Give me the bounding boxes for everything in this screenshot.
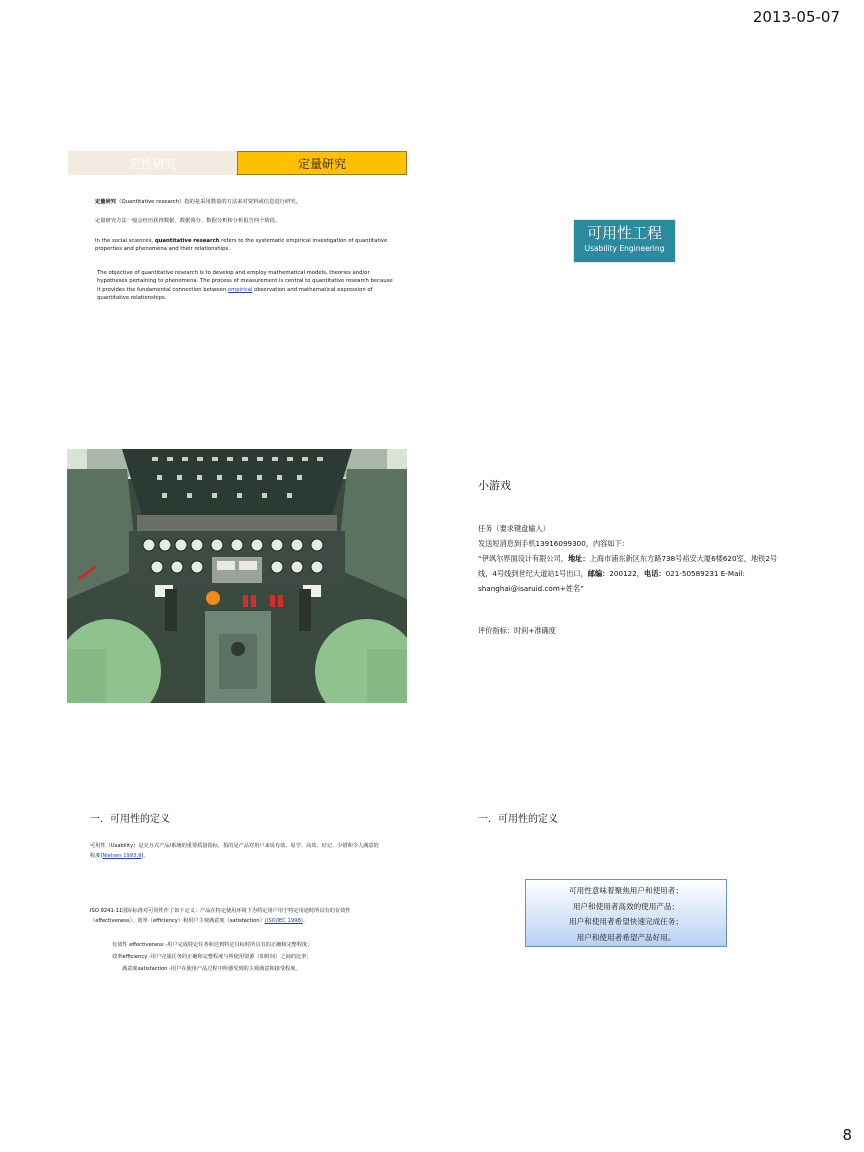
p4-text-a: The objective of quantitative research is to develop and employ mathematical models, theories and/or hypotheses pertaining to phenomena. The process of measurement is central to quantitative research because it provides the fundamental connection between <box>97 270 393 293</box>
msg-address-label: 地址： <box>567 554 590 563</box>
term-bold: 定量研究 <box>95 199 117 205</box>
msg-zip: 200122， <box>609 569 644 578</box>
task-line: 任务（要求键盘输入） <box>478 524 550 533</box>
nielsen-link[interactable]: Nielsen 1993,9 <box>102 853 142 859</box>
usability-definition <box>90 841 380 861</box>
tab-quantitative: 定量研究 <box>237 151 407 175</box>
definition-paragraph <box>95 198 395 206</box>
task-instruction: 发送短消息到手机13916099300，内容如下： <box>478 539 629 548</box>
efficiency-item: 效率efficiency -用户完成任务的正确和完整程度与所使用资源（如时间）之间的比率； <box>112 954 312 960</box>
p3-bold: quantitative research <box>154 238 220 244</box>
summary-line: 用户和使用者希望快速完成任务； <box>569 917 683 926</box>
iso-text-b: 。 <box>302 918 308 924</box>
msg-phone-label: 电话： <box>644 569 666 578</box>
def-text-b: )。 <box>141 853 149 859</box>
msg-address: 上海市浦东新区东方路738号裕安大厦6楼620室，地铁2号线，4号线到世纪大道站1号出口， <box>478 554 778 578</box>
p4-text-b: observation and mathematical expression of quantitative relationships. <box>97 286 373 302</box>
date-label: 2013-05-07 <box>752 8 840 26</box>
effectiveness-item: 有效性 effectiveness -用户完成特定任务和达到特定目标时所具有的正确和完整程度； <box>112 942 313 948</box>
cockpit-photo-icon <box>67 449 407 703</box>
english-paragraph-2 <box>95 269 397 303</box>
iso-definition <box>90 906 380 926</box>
msg-a: “伊飒尔界面设计有限公司， <box>478 554 568 563</box>
def-text-a: 可用性（Usability）是交互式产品/系统的重要质量指标，指的是产品对用户来说有效、易学、高效、好记、少错和令人满意的程度( <box>90 843 379 859</box>
definition-text: （Quantitative research）指的是采用数量的方法来对资料或信息进行研究。 <box>116 199 301 205</box>
usability-engineering-badge <box>573 219 676 263</box>
summary-line: 用户和使用者希望产品好用。 <box>576 932 676 942</box>
page-number: 8 <box>842 1126 852 1144</box>
summary-line: 用户和使用者高效的使用产品； <box>572 901 680 911</box>
task-message <box>478 551 778 596</box>
english-paragraph-1 <box>95 237 395 254</box>
game-task-text <box>478 521 778 596</box>
badge-title-cn: 可用性工程 <box>586 224 662 242</box>
summary-line: 可用性意味着聚焦用户和使用者； <box>569 886 683 895</box>
iso-text-a: ISO 9241-11国际标准对可用性作了如下定义：产品在特定使用环境下为特定用户用于特定用途时所具有的有效性（effectiveness）、效率（efficiency）和用户主观满意度（satisfaction） <box>90 908 351 924</box>
definition-title-left: 一．可用性的定义 <box>90 814 170 825</box>
evaluation-metric: 评价指标：时间+准确度 <box>478 626 556 635</box>
game-title: 小游戏 <box>478 479 511 492</box>
badge-title-en: Usability Engineering <box>584 244 665 253</box>
p3-text-b: refers to the systematic empirical investigation of quantitative properties and phenomena and their relationships. <box>95 238 388 253</box>
satisfaction-item: 满意度satisfaction -用户在使用产品过程中所感受到的主观满意和接受程度。 <box>122 966 301 972</box>
tab-qualitative: 定性研究 <box>68 151 237 175</box>
msg-phone: 021-50589231 E-Mail: shanghai@isaruid.com+姓名” <box>478 569 745 593</box>
iso-link[interactable]: (ISO/IEC 1998) <box>264 918 303 924</box>
definition-title-right: 一．可用性的定义 <box>478 814 558 825</box>
usability-summary-box <box>525 879 727 947</box>
msg-zip-label: 邮编： <box>587 569 610 578</box>
p3-text-a: In the social sciences, <box>95 238 155 244</box>
empirical-link[interactable]: empirical <box>227 286 253 293</box>
method-paragraph: 定量研究方法一般会经历获得数据、数据预分、数据分析和分析报告四个阶段。 <box>95 218 281 224</box>
